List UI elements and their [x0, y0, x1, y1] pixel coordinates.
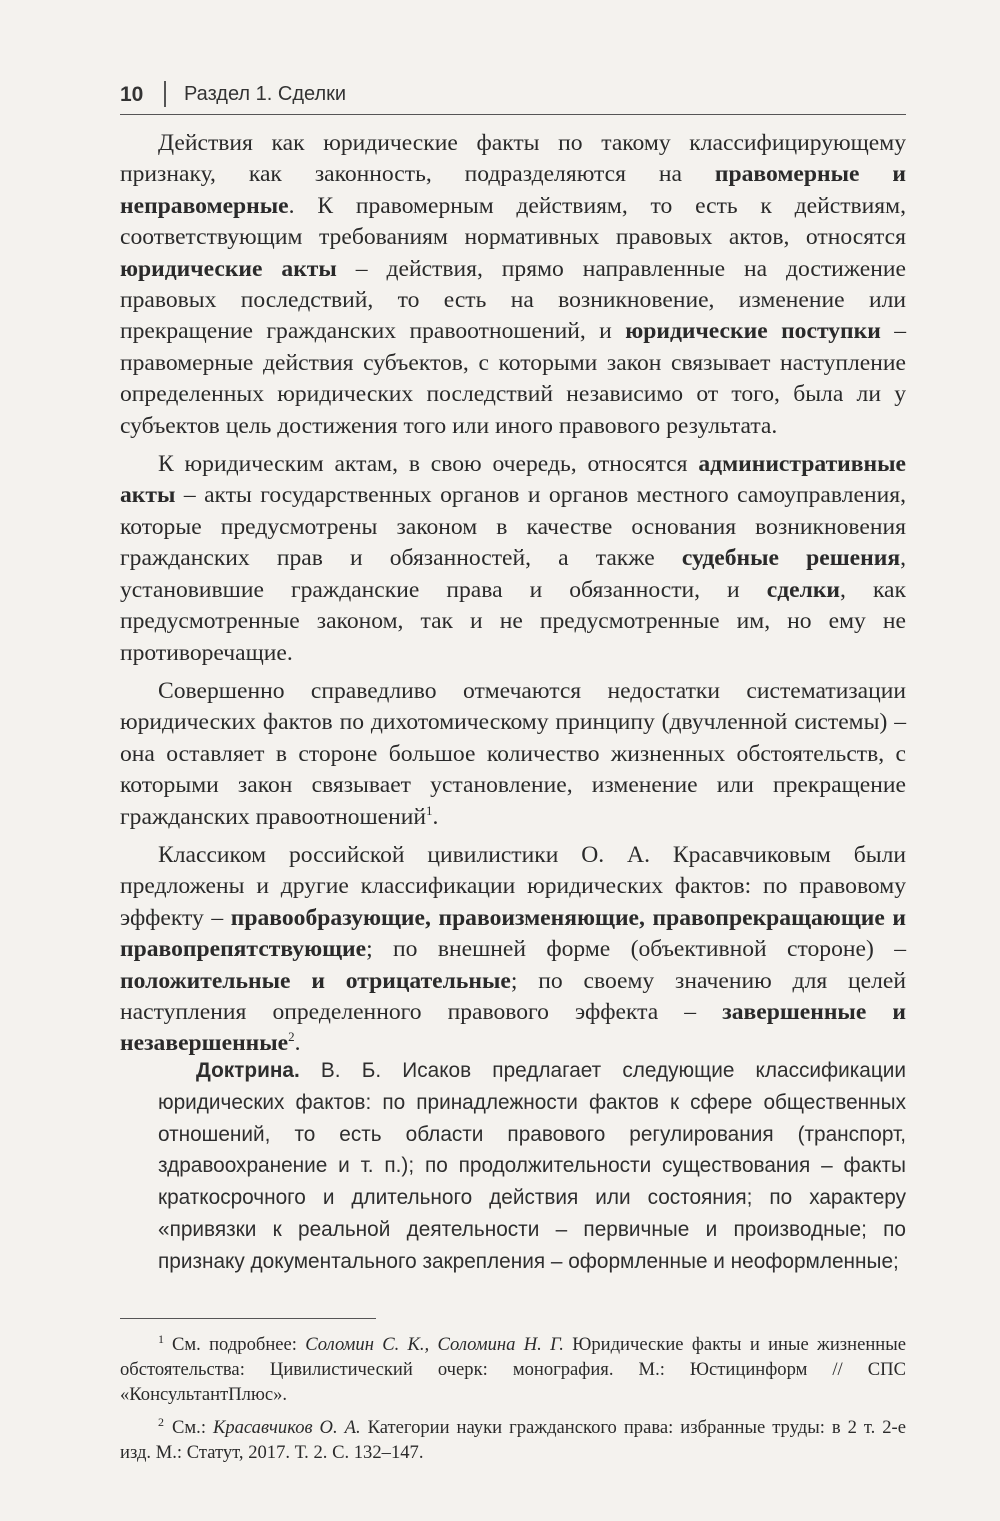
main-text [120, 128, 906, 1067]
footnote-1 [120, 1332, 906, 1407]
text-run: Действия как юридические факты по такому классифицирующему признаку, как законность, подразделяются на [120, 130, 906, 188]
text-run: – акты государственных органов и органов местного самоуправления, которые предусмотрены законом в качестве основания возникновения гражданских прав и обязанностей, а также [120, 482, 906, 572]
bold-term: административные акты [120, 451, 906, 509]
text-run: К юридическим актам, в свою очередь, относятся [158, 451, 699, 478]
text-run: ; по внешней форме (объективной стороне) – [366, 936, 906, 963]
doctrine-box [158, 1055, 906, 1278]
page-number: 10 [120, 83, 144, 106]
paragraph-4 [120, 840, 906, 1060]
bold-term: судебные решения [681, 545, 901, 572]
footnote-mark: 1 [158, 1331, 164, 1346]
text-run: Совершенно справедливо отмечаются недостатки систематизации юридических фактов по дихотомическому принципу (двучленной системы) – она оставляет в стороне большое количество жизненных обстоятельств, с которыми закон связывает установление, изменение или прекращение гражданских правоотношений [120, 677, 906, 830]
bold-term: завершенные и незавершенные [120, 998, 907, 1057]
footnote-ref-2[interactable]: 2 [288, 1029, 295, 1045]
footnote-citation: Юридические факты и иные жизненные обстоятельства: Цивилистический очерк: монография. М.: Юстицинформ // СПС «КонсультантПлюс». [120, 1334, 906, 1405]
bold-term: юридические поступки [625, 318, 881, 345]
footnote-divider [120, 1318, 376, 1319]
bold-term: правообразующие, правоизменяющие, правопрекращающие и правопрепятствующие [120, 904, 906, 963]
text-run: – правомерные действия субъектов, с которыми закон связывает наступление определенных юридических последствий независимо от того, была ли у субъектов цель достижения того или иного правового результата. [120, 318, 907, 439]
paragraph-3 [120, 676, 906, 833]
footnote-prefix: См.: [172, 1417, 213, 1438]
bold-term: положительные и отрицательные [120, 967, 511, 994]
text-run: . К правомерным действиям, то есть к действиям, соответствующим требованиям нормативных правовых актов, относятся [120, 192, 906, 251]
footnote-authors: Красавчиков О. А. [212, 1417, 361, 1438]
text-run: , как предусмотренные законом, так и не предусмотренные им, но ему не противоречащие. [120, 576, 906, 666]
footnote-authors: Соломин С. К., Соломина Н. Г. [305, 1334, 564, 1355]
running-header [120, 80, 906, 115]
section-title: Раздел 1. Сделки [184, 83, 347, 105]
paragraph-1 [120, 128, 906, 442]
text-run: , установившие гражданские права и обязанности, и [120, 545, 906, 603]
bold-term: юридические акты [120, 255, 337, 282]
paragraph-2 [120, 449, 906, 669]
text-run: – действия, прямо направленные на достижение правовых последствий, то есть на возникновение, изменение или прекращение гражданских правоотношений, и [120, 255, 906, 345]
doctrine-label: Доктрина. [196, 1059, 300, 1082]
text-run: ; по своему значению для целей наступления определенного правового эффекта – [120, 967, 906, 1025]
text-run: . [432, 803, 439, 830]
header-separator [164, 81, 166, 107]
footnote-2 [120, 1415, 906, 1465]
footnotes [120, 1332, 906, 1473]
footnote-mark: 2 [158, 1414, 164, 1429]
footnote-prefix: См. подробнее: [172, 1334, 306, 1355]
bold-term: сделки [766, 576, 841, 603]
doctrine-paragraph [158, 1055, 906, 1278]
doctrine-text: В. Б. Исаков предлагает следующие классификации юридических фактов: по принадлежности фактов к сфере общественных отношений, то есть области правового регулирования (транспорт, здравоохранение и т. п.); по продолжительности существования – факты краткосрочного и длительного действия или состояния; по характеру «привязки к реальной деятельности – первичные и производные; по признаку документального закрепления – оформленные и неоформленные; [158, 1059, 906, 1273]
footnote-ref-1[interactable]: 1 [426, 802, 433, 818]
text-run: Классиком российской цивилистики О. А. Красавчиковым были предложены и другие классификации юридических фактов: по правовому эффекту – [120, 841, 906, 931]
text-run: . [294, 1030, 301, 1057]
footnote-citation: Категории науки гражданского права: избранные труды: в 2 т. 2-е изд. М.: Статут, 2017. Т. 2. С. 132–147. [120, 1417, 906, 1463]
bold-term: правомерные и неправомерные [120, 161, 906, 219]
